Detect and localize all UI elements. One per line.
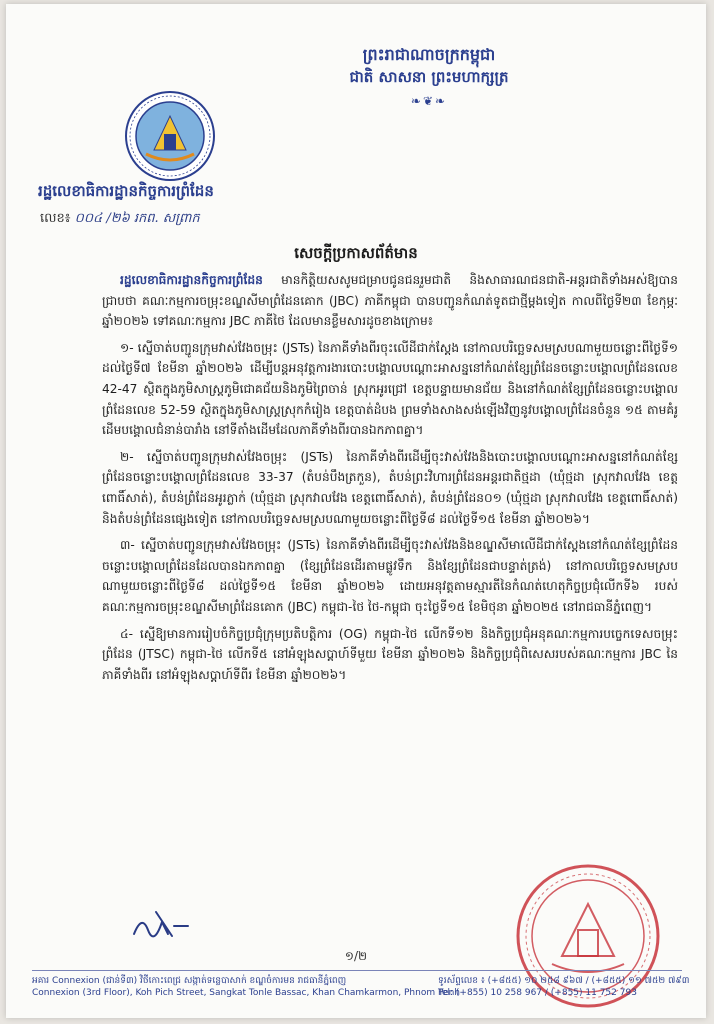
item-paragraph: ១- ស្នើចាត់បញ្ជូនក្រុមវាស់វែងចម្រុះ (JSTs) នៃភាគីទាំងពីរចុះលើដីជាក់ស្តែង នៅកាលបរិច្ឆេទសមស្របណាមួយចន្លោះពីថ្ងៃទី១ ដល់ថ្ងៃទី៧ ខែមីនា ឆ្នាំ២០២៦ ដើម្បីបន្តអនុវត្តការងារបោះបង្គោលបណ្តោះអាសន្ននៅកំណត់ខ្សែព្រំដែនចន្លោះបង្គោលព្រំដែនលេខ 42-47 ស្ថិតក្នុងភូមិសាស្ត្រភូមិជោគជ័យនិងភូមិព្រៃចាន់ ស្រុកអូរជ្រៅ ខេត្តបន្ទាយមានជ័យ និងនៅកំណត់ខ្សែព្រំដែនចន្លោះបង្គោលព្រំដែនលេខ 52-59 ស្ថិតក្នុងភូមិសាស្ត្រស្រុកកំរៀង ខេត្តបាត់ដំបង ព្រមទាំងសាងសង់ឡើងវិញនូវបង្គោលព្រំដែនចំនួន ១៥ តាមគំរូដើមបង្គោលជំនាន់បារាំង នៅទីតាំងដើមដែលភាគីទាំងពីរបានឯកភាពគ្នា។	[102, 340, 678, 438]
item-paragraph: ៤- ស្នើឱ្យមានការរៀបចំកិច្ចប្រជុំក្រុមប្រតិបត្តិការ (OG) កម្ពុជា-ថៃ លើកទី១២ និងកិច្ចប្រជុំអនុគណៈកម្មការបច្ចេកទេសចម្រុះព្រំដែន (JTSC) កម្ពុជា-ថៃ លើកទី៥ នៅអំឡុងសប្តាហ៍ទីមួយ ខែមីនា ឆ្នាំ២០២៦ និងកិច្ចប្រជុំពិសេសរបស់គណៈកម្មការ JBC នៃភាគីទាំងពីរ នៅអំឡុងសប្តាហ៍ទីពីរ ខែមីនា ឆ្នាំ២០២៦។	[102, 626, 678, 682]
item-paragraph: ២- ស្នើចាត់បញ្ជូនក្រុមវាស់វែងចម្រុះ (JSTs) នៃភាគីទាំងពីរដើម្បីចុះវាស់វែងនិងបោះបង្គោលបណ្តោះអាសន្ននៅកំណត់ខ្សែព្រំដែនចន្លោះបង្គោលព្រំដែនលេខ 33-37 (តំបន់បឹងត្រកួន), តំបន់ព្រះវិហារព្រំដែនអន្តរជាតិថ្មដា (ឃុំថ្មដា ស្រុកវាលវែង ខេត្តពោធិ៍សាត់), តំបន់ព្រំដែនអូរភ្លាក់ (ឃុំថ្មដា ស្រុកវាលវែង ខេត្តពោធិ៍សាត់), តំបន់ព្រំដែន០១ (ឃុំថ្មដា ស្រុកវាលវែង ខេត្តពោធិ៍សាត់) និងតំបន់ព្រំដែនផ្សេងទៀត នៅកាលបរិច្ឆេទសមស្របណាមួយចន្លោះពីថ្ងៃទី៨ ដល់ថ្ងៃទី១៥ ខែមីនា ឆ្នាំ២០២៦។	[102, 449, 678, 526]
document-page	[6, 4, 706, 1018]
ministry-logo-icon	[124, 90, 216, 182]
document-title: សេចក្តីប្រកាសព័ត៌មាន	[294, 244, 418, 262]
item-paragraph: ៣- ស្នើចាត់បញ្ជូនក្រុមវាស់វែងចម្រុះ (JSTs) នៃភាគីទាំងពីរដើម្បីចុះវាស់វែងនិងខណ្ឌសីមាលើដីជាក់ស្តែងនៅកំណត់ខ្សែព្រំដែនចន្លោះបង្គោលព្រំដែនដែលបានឯកភាពគ្នា (ខ្សែព្រំដែនដើរតាមផ្លូវទឹក និងខ្សែព្រំដែនជាបន្ទាត់ត្រង់) នៅកាលបរិច្ឆេទសមស្របណាមួយចន្លោះពីថ្ងៃទី៨ ដល់ថ្ងៃទី១៥ ខែមីនា ឆ្នាំ២០២៦ ដោយអនុវត្តតាមស្មារតីនៃកំណត់ហេតុកិច្ចប្រជុំលើកទី៦ របស់គណៈកម្មការចម្រុះខណ្ឌសីមាព្រំដែនគោក (JBC) កម្ពុជា-ថៃ ថៃ-កម្ពុជា ចុះថ្ងៃទី១៥ ខែមិថុនា ឆ្នាំ២០២៥ នៅរាជធានីភ្នំពេញ។	[102, 538, 678, 614]
reference-label: លេខ៖	[40, 211, 71, 226]
footer-phone-kh: ទូរស័ព្ទលេខ ៖ (+៨៥៥) ១០ ២៥៨ ៩៦៧ / (+៨៥៥) ១១ ៧៥២ ៧៩៣	[438, 976, 690, 986]
ornament-divider: ❧❦❧	[410, 94, 448, 108]
reference-number	[40, 210, 200, 229]
document-body	[102, 270, 678, 691]
kingdom-line-2: ជាតិ សាសនា ព្រះមហាក្សត្រ	[349, 68, 509, 86]
intro-paragraph	[102, 270, 678, 332]
reference-value: ០០៤ /២៦ រកព. សព្រាក	[74, 211, 200, 226]
organization-name: រដ្ឋលេខាធិការដ្ឋានកិច្ចការព្រំដែន	[38, 182, 214, 200]
intro-text: មានកិត្តិយសសូមជម្រាបជូនជនរួមជាតិ និងសាធារណជនជាតិ-អន្តរជាតិទាំងអស់ឱ្យបានជ្រាបថា គណៈកម្មការចម្រុះខណ្ឌសីមាព្រំដែនគោក (JBC) ភាគីកម្ពុជា បានបញ្ជូនកំណត់ទូតជាថ្មីម្តងទៀត កាលពីថ្ងៃទី២៣ ខែកុម្ភៈ ឆ្នាំ២០២៦ ទៅគណៈកម្មការ JBC ភាគីថៃ ដែលមានខ្លឹមសារដូចខាងក្រោម៖	[102, 273, 678, 329]
signature-icon	[128, 904, 192, 944]
footer-address	[32, 975, 461, 999]
footer-address-en: Connexion (3rd Floor), Koh Pich Street, Sangkat Tonle Bassac, Khan Chamkarmon, Phnom Penh	[32, 988, 461, 998]
footer-phone	[438, 975, 698, 999]
intro-org-name: រដ្ឋលេខាធិការដ្ឋានកិច្ចការព្រំដែន	[120, 273, 263, 287]
kingdom-line-1: ព្រះរាជាណាចក្រកម្ពុជា	[362, 45, 496, 64]
page-footer	[32, 970, 690, 998]
page-number: ១/២	[344, 949, 368, 963]
footer-address-kh: អគារ Connexion (ជាន់ទី៣) វិថីកោះពេជ្រ សង្កាត់ទន្លេបាសាក់ ខណ្ឌចំការមន រាជធានីភ្នំពេញ	[32, 976, 347, 986]
kingdom-header	[324, 44, 534, 112]
footer-phone-en: Tel: (+855) 10 258 967 / (+855) 11 752 793	[438, 988, 637, 998]
